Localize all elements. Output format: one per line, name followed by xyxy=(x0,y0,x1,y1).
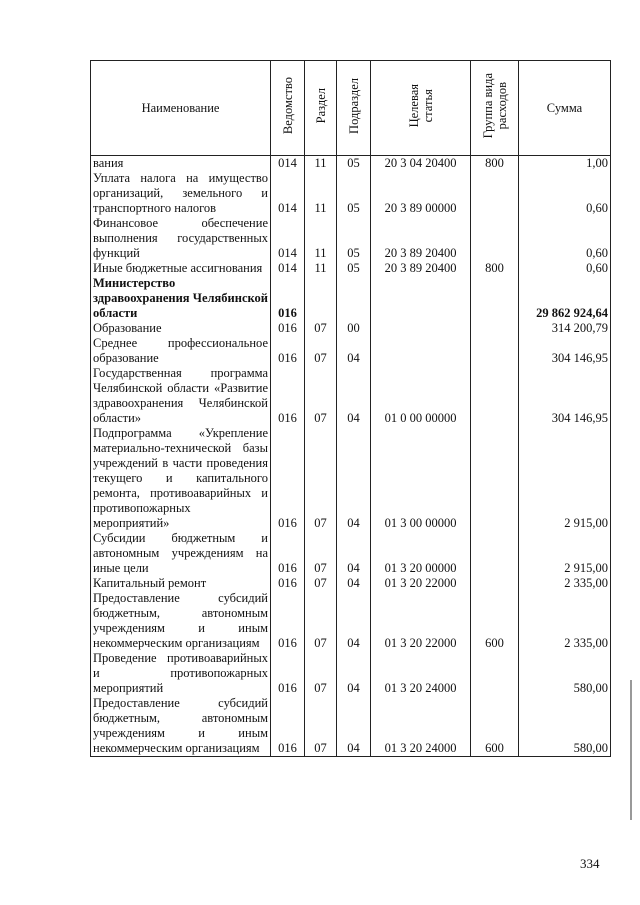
cell-group xyxy=(471,336,519,366)
cell-dept: 014 xyxy=(271,156,305,172)
header-name: Наименование xyxy=(91,61,271,156)
cell-name: Капитальный ремонт xyxy=(91,576,271,591)
cell-subsection: 04 xyxy=(337,366,371,426)
cell-section: 07 xyxy=(305,426,337,531)
cell-target: 01 3 20 00000 xyxy=(371,531,471,576)
cell-sum: 2 915,00 xyxy=(519,426,611,531)
cell-dept: 016 xyxy=(271,696,305,757)
cell-sum: 0,60 xyxy=(519,216,611,261)
cell-name: Финансовое обеспечение выполнения государственных функций xyxy=(91,216,271,261)
cell-subsection: 05 xyxy=(337,261,371,276)
cell-dept: 016 xyxy=(271,336,305,366)
cell-subsection: 05 xyxy=(337,171,371,216)
table-row xyxy=(91,276,611,321)
cell-name: Государственная программа Челябинской области «Развитие здравоохранения Челябинской области» xyxy=(91,366,271,426)
cell-group xyxy=(471,651,519,696)
header-target: Целевая статья xyxy=(406,84,435,128)
cell-dept: 014 xyxy=(271,171,305,216)
cell-sum: 304 146,95 xyxy=(519,336,611,366)
table-row xyxy=(91,156,611,172)
cell-subsection: 05 xyxy=(337,216,371,261)
header-section: Раздел xyxy=(313,88,328,124)
cell-target: 01 3 20 22000 xyxy=(371,576,471,591)
cell-subsection: 04 xyxy=(337,651,371,696)
cell-section: 07 xyxy=(305,591,337,651)
cell-name: Иные бюджетные ассигнования xyxy=(91,261,271,276)
cell-target: 01 3 20 22000 xyxy=(371,591,471,651)
cell-name: Предоставление субсидий бюджетным, автономным учреждениям и иным некоммерческим организациям xyxy=(91,696,271,757)
cell-dept: 014 xyxy=(271,261,305,276)
header-sum: Сумма xyxy=(519,61,611,156)
cell-section: 07 xyxy=(305,366,337,426)
cell-section: 07 xyxy=(305,321,337,336)
table-header-row xyxy=(91,61,611,156)
table-row xyxy=(91,651,611,696)
cell-group xyxy=(471,576,519,591)
cell-section: 11 xyxy=(305,156,337,172)
cell-sum: 0,60 xyxy=(519,171,611,216)
cell-target: 20 3 89 20400 xyxy=(371,216,471,261)
cell-dept: 016 xyxy=(271,591,305,651)
cell-target: 20 3 89 20400 xyxy=(371,261,471,276)
cell-group xyxy=(471,276,519,321)
cell-section: 07 xyxy=(305,651,337,696)
cell-subsection: 04 xyxy=(337,591,371,651)
cell-sum: 580,00 xyxy=(519,696,611,757)
cell-section: 07 xyxy=(305,696,337,757)
table-row xyxy=(91,531,611,576)
table-row xyxy=(91,426,611,531)
cell-target xyxy=(371,276,471,321)
cell-group: 600 xyxy=(471,591,519,651)
cell-target: 20 3 04 20400 xyxy=(371,156,471,172)
cell-section: 07 xyxy=(305,576,337,591)
table-row xyxy=(91,321,611,336)
cell-subsection: 00 xyxy=(337,321,371,336)
cell-group: 800 xyxy=(471,261,519,276)
cell-target: 20 3 89 00000 xyxy=(371,171,471,216)
cell-name: Подпрограмма «Укрепление материально-технической базы учреждений в части проведения текущего и капитального ремонта, противоаварийных и противопожарных мероприятий» xyxy=(91,426,271,531)
cell-sum: 304 146,95 xyxy=(519,366,611,426)
cell-target: 01 3 20 24000 xyxy=(371,696,471,757)
cell-target xyxy=(371,336,471,366)
cell-name: Предоставление субсидий бюджетным, автономным учреждениям и иным некоммерческим организациям xyxy=(91,591,271,651)
table-row xyxy=(91,366,611,426)
table-row xyxy=(91,216,611,261)
cell-sum: 29 862 924,64 xyxy=(519,276,611,321)
cell-dept: 016 xyxy=(271,651,305,696)
cell-sum: 580,00 xyxy=(519,651,611,696)
cell-name: Министерство здравоохранения Челябинской области xyxy=(91,276,271,321)
cell-dept: 016 xyxy=(271,276,305,321)
cell-dept: 014 xyxy=(271,216,305,261)
cell-target: 01 0 00 00000 xyxy=(371,366,471,426)
cell-section xyxy=(305,276,337,321)
cell-group: 600 xyxy=(471,696,519,757)
budget-table xyxy=(90,60,611,757)
header-dept: Ведомство xyxy=(280,77,295,135)
cell-group xyxy=(471,531,519,576)
cell-subsection: 04 xyxy=(337,576,371,591)
cell-name: Проведение противоаварийных и противопожарных мероприятий xyxy=(91,651,271,696)
table-row xyxy=(91,171,611,216)
table-row xyxy=(91,336,611,366)
cell-subsection: 04 xyxy=(337,426,371,531)
cell-sum: 2 915,00 xyxy=(519,531,611,576)
cell-sum: 314 200,79 xyxy=(519,321,611,336)
cell-target xyxy=(371,321,471,336)
table-row xyxy=(91,591,611,651)
cell-name: Уплата налога на имущество организаций, земельного и транспортного налогов xyxy=(91,171,271,216)
cell-section: 11 xyxy=(305,171,337,216)
cell-group xyxy=(471,426,519,531)
cell-dept: 016 xyxy=(271,531,305,576)
cell-sum: 2 335,00 xyxy=(519,576,611,591)
cell-dept: 016 xyxy=(271,321,305,336)
cell-dept: 016 xyxy=(271,426,305,531)
cell-section: 07 xyxy=(305,531,337,576)
cell-subsection: 05 xyxy=(337,156,371,172)
cell-group xyxy=(471,216,519,261)
cell-section: 11 xyxy=(305,261,337,276)
cell-target: 01 3 20 24000 xyxy=(371,651,471,696)
table-row xyxy=(91,576,611,591)
header-group: Группа вида расходов xyxy=(480,73,509,139)
cell-group xyxy=(471,366,519,426)
cell-group xyxy=(471,171,519,216)
cell-subsection: 04 xyxy=(337,531,371,576)
table-row xyxy=(91,696,611,757)
cell-sum: 0,60 xyxy=(519,261,611,276)
cell-section: 07 xyxy=(305,336,337,366)
cell-subsection: 04 xyxy=(337,696,371,757)
cell-name: Среднее профессиональное образование xyxy=(91,336,271,366)
header-subsection: Подраздел xyxy=(346,78,361,134)
cell-name: Образование xyxy=(91,321,271,336)
cell-sum: 1,00 xyxy=(519,156,611,172)
table-row xyxy=(91,261,611,276)
page-number: 334 xyxy=(580,856,600,871)
scan-edge-mark xyxy=(630,680,632,820)
cell-subsection: 04 xyxy=(337,336,371,366)
cell-subsection xyxy=(337,276,371,321)
cell-section: 11 xyxy=(305,216,337,261)
cell-sum: 2 335,00 xyxy=(519,591,611,651)
cell-target: 01 3 00 00000 xyxy=(371,426,471,531)
cell-group: 800 xyxy=(471,156,519,172)
cell-name: Субсидии бюджетным и автономным учреждениям на иные цели xyxy=(91,531,271,576)
cell-group xyxy=(471,321,519,336)
cell-name: вания xyxy=(91,156,271,172)
cell-dept: 016 xyxy=(271,576,305,591)
cell-dept: 016 xyxy=(271,366,305,426)
